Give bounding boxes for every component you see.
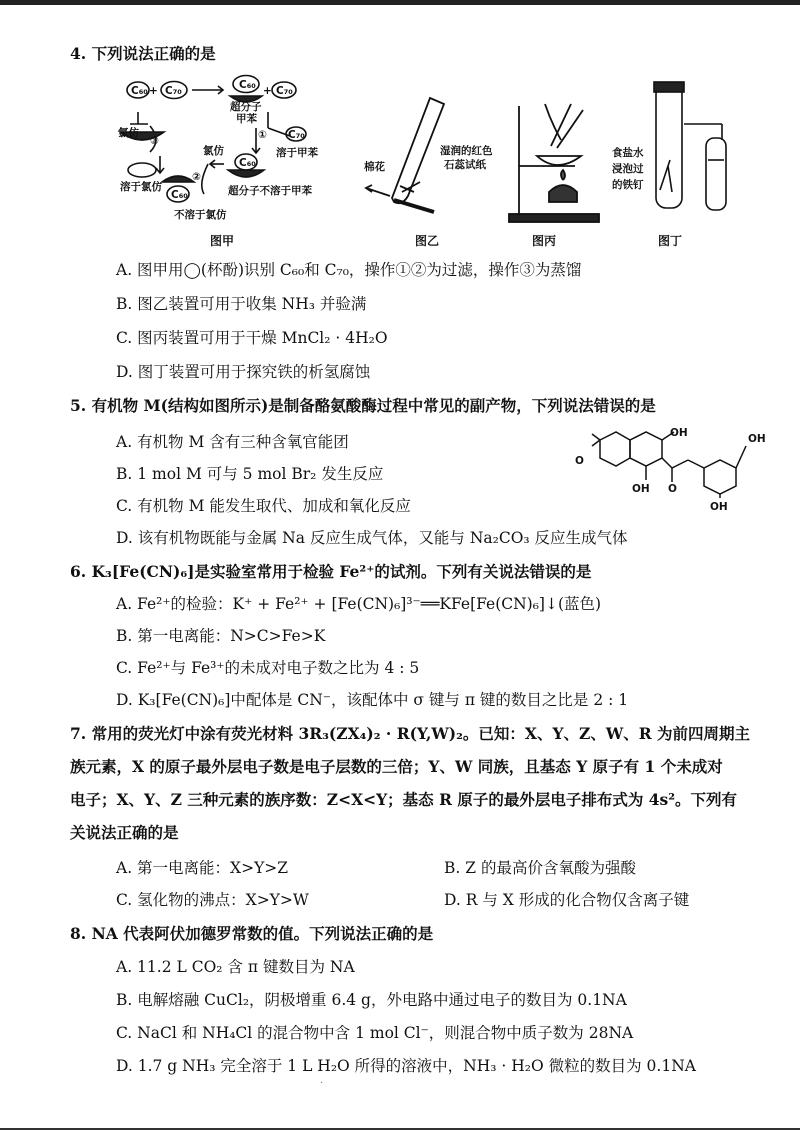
fig-jia-caption: 图甲 — [210, 234, 235, 248]
figure-ding — [610, 80, 750, 220]
dissolve-toluene-label: 溶于甲苯 — [276, 147, 318, 159]
q8-option-a: A. 11.2 L CO₂ 含 π 键数目为 NA — [116, 958, 355, 976]
q5-option-b: B. 1 mol M 可与 5 mol Br₂ 发生反应 — [116, 465, 384, 483]
oh-label-2: OH — [748, 433, 766, 445]
svg-text:C₆₀: C₆₀ — [171, 189, 188, 201]
q5-stem: 5. 有机物 M(结构如图所示)是制备酪氨酸酶过程中常见的副产物，下列说法错误的是 — [70, 396, 656, 415]
figure-yi — [360, 88, 500, 218]
q4-option-c: C. 图丙装置可用于干燥 MnCl₂ · 4H₂O — [116, 329, 388, 347]
carbonyl-o-label: O — [668, 483, 677, 495]
cotton-label: 棉花 — [364, 161, 385, 173]
ring-o-label: O — [575, 455, 584, 467]
svg-text:+: + — [263, 85, 272, 97]
c60-label: C₆₀ — [131, 85, 148, 97]
q7-option-b: B. Z 的最高价含氧酸为强酸 — [444, 859, 636, 877]
q8-option-d: D. 1.7 g NH₃ 完全溶于 1 L H₂O 所得的溶液中，NH₃ · H₂O 微粒的数目为 0.1NA — [116, 1057, 696, 1075]
q7-option-d: D. R 与 X 形成的化合物仅含离子键 — [444, 891, 690, 909]
oh-label-4: OH — [710, 501, 728, 513]
q8-option-b: B. 电解熔融 CuCl₂，阴极增重 6.4 g，外电路中通过电子的数目为 0.1NA — [116, 991, 627, 1009]
footer-mark: · — [320, 1078, 324, 1089]
q5-option-d: D. 该有机物既能与金属 Na 反应生成气体，又能与 Na₂CO₃ 反应生成气体 — [116, 529, 628, 547]
q4-stem: 4. 下列说法正确的是 — [70, 44, 216, 63]
q6-option-b: B. 第一电离能：N>C>Fe>K — [116, 627, 326, 645]
op3-label: ③ — [150, 135, 159, 147]
q4-option-a: A. 图甲用◯(杯酚)识别 C₆₀和 C₇₀，操作①②为过滤，操作③为蒸馏 — [116, 261, 582, 279]
supra-label: 超分子 — [230, 101, 262, 113]
c70-label: C₇₀ — [165, 85, 182, 97]
chloroform2-label: 氯仿 — [203, 145, 224, 157]
oh-label-3: OH — [632, 483, 650, 495]
oh-label-1: OH — [670, 427, 688, 439]
q7-stem-line-1: 7. 常用的荧光灯中涂有荧光材料 3R₃(ZX₄)₂ · R(Y,W)₂。已知：X、Y、Z、W、R 为前四周期主 — [70, 724, 751, 743]
fig-yi-caption: 图乙 — [415, 234, 440, 248]
q6-stem: 6. K₃[Fe(CN)₆]是实验室常用于检验 Fe²⁺的试剂。下列有关说法错误的是 — [70, 562, 592, 581]
q8-stem: 8. NA 代表阿伏加德罗常数的值。下列说法正确的是 — [70, 924, 434, 943]
svg-text:+: + — [149, 85, 158, 97]
structure-m — [570, 424, 790, 514]
ding-label-2: 浸泡过 — [612, 163, 644, 175]
chloroform1-label: 氯仿 — [118, 127, 139, 139]
ding-label-3: 的铁钉 — [612, 179, 644, 191]
c60c-label: C₆₀ — [239, 157, 256, 169]
q5-option-c: C. 有机物 M 能发生取代、加成和氧化反应 — [116, 497, 411, 515]
q4-option-d: D. 图丁装置可用于探究铁的析氢腐蚀 — [116, 363, 371, 381]
top-border — [0, 0, 800, 5]
figure-jia — [118, 72, 358, 232]
q6-option-c: C. Fe²⁺与 Fe³⁺的未成对电子数之比为 4 : 5 — [116, 659, 420, 677]
insoluble-toluene-label: 超分子不溶于甲苯 — [228, 185, 312, 197]
c60b-label: C₆₀ — [239, 79, 256, 91]
op1-label: ① — [258, 129, 267, 141]
ding-label-1: 食盐水 — [612, 147, 644, 159]
q6-option-d: D. K₃[Fe(CN)₆]中配体是 CN⁻，该配体中 σ 键与 π 键的数目之比是 2 : 1 — [116, 691, 629, 709]
paper-label-1: 湿润的红色 — [440, 145, 493, 157]
q7-option-c: C. 氢化物的沸点：X>Y>W — [116, 891, 309, 909]
op2-label: ② — [192, 171, 201, 183]
q7-option-a: A. 第一电离能：X>Y>Z — [116, 859, 289, 877]
figure-bing — [505, 96, 605, 226]
fig-ding-caption: 图丁 — [658, 234, 683, 248]
q7-stem-line-4: 关说法正确的是 — [70, 823, 179, 842]
q7-stem-line-2: 族元素，X 的原子最外层电子数是电子层数的三倍；Y、W 同族，且基态 Y 原子有 1 个未成对 — [70, 757, 723, 776]
q6-option-a: A. Fe²⁺的检验：K⁺ + Fe²⁺ + [Fe(CN)₆]³⁻══KFe[Fe(CN)₆]↓(蓝色) — [116, 595, 602, 613]
fig-bing-caption: 图丙 — [532, 234, 557, 248]
dissolve-chloroform-label: 溶于氯仿 — [120, 181, 162, 193]
q7-stem-line-3: 电子；X、Y、Z 三种元素的族序数：Z<X<Y；基态 R 原子的最外层电子排布式为 4s²。下列有 — [70, 790, 738, 809]
insoluble-chloroform-label: 不溶于氯仿 — [174, 209, 227, 221]
q8-option-c: C. NaCl 和 NH₄Cl 的混合物中含 1 mol Cl⁻，则混合物中质子数为 28NA — [116, 1024, 634, 1042]
q5-option-a: A. 有机物 M 含有三种含氧官能团 — [116, 433, 349, 451]
paper-label-2: 石蕊试纸 — [444, 159, 486, 171]
q4-option-b: B. 图乙装置可用于收集 NH₃ 并验满 — [116, 295, 367, 313]
c70c-label: C₇₀ — [288, 129, 305, 141]
c70b-label: C₇₀ — [276, 85, 293, 97]
toluene-label: 甲苯 — [236, 113, 257, 125]
